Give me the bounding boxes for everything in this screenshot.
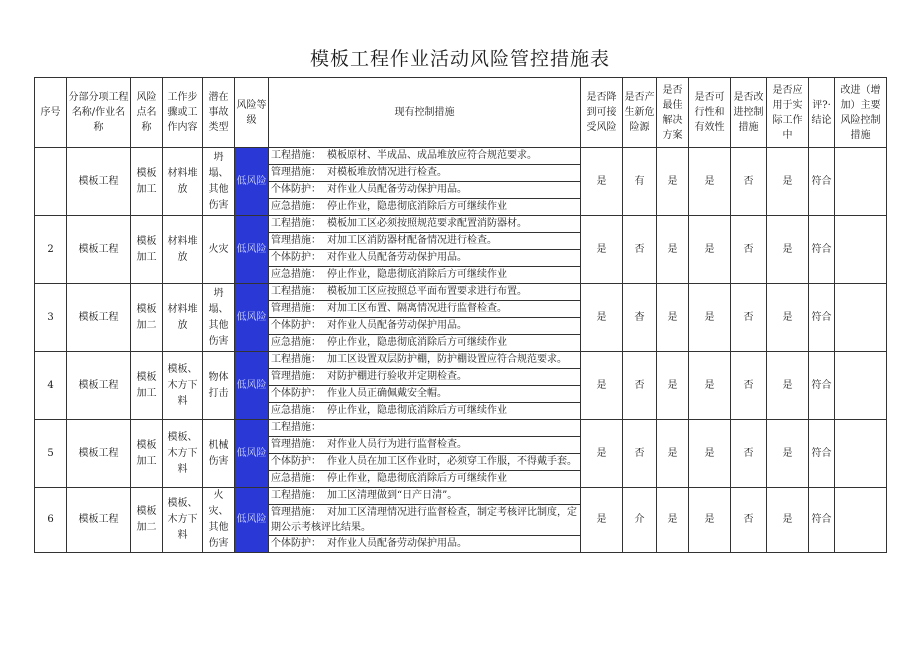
cell-new-hazard: 否	[623, 420, 657, 488]
cell-new-hazard: 有	[623, 148, 657, 216]
table-row	[35, 284, 887, 301]
cell-step: 模板、木方下料	[163, 488, 203, 553]
measure-text: 作业人员正确佩戴安全帽。	[327, 388, 447, 399]
risk-control-table	[34, 77, 887, 553]
measure-type: 应急措施：	[271, 269, 321, 280]
measure-cell	[269, 148, 581, 165]
cell-feasible: 是	[689, 420, 731, 488]
cell-accident: 物体打击	[203, 352, 235, 420]
cell-level: 低风险	[235, 148, 269, 216]
cell-feasible: 是	[689, 148, 731, 216]
cell-acceptable: 是	[581, 284, 623, 352]
measure-cell	[269, 199, 581, 216]
measure-text: 加工区清理做到“日产日清”。	[327, 490, 458, 501]
cell-applied: 是	[767, 216, 809, 284]
cell-best: 是	[657, 216, 689, 284]
measure-cell	[269, 216, 581, 233]
measure-text: 作业人员在加工区作业时，必须穿工作服，不得戴手套。	[327, 456, 577, 467]
measure-cell	[269, 386, 581, 403]
measure-type: 个体防护：	[271, 184, 321, 195]
header-applied: 是否应用于实际工作中	[767, 78, 809, 148]
cell-applied: 是	[767, 284, 809, 352]
cell-level: 低风险	[235, 216, 269, 284]
cell-step: 材料堆放	[163, 216, 203, 284]
measure-type: 应急措施：	[271, 405, 321, 416]
cell-acceptable: 是	[581, 488, 623, 553]
cell-project: 模板工程	[67, 284, 131, 352]
measure-type: 个体防护：	[271, 456, 321, 467]
header-risk-point: 风险点名称	[131, 78, 163, 148]
cell-upgrade	[835, 420, 887, 488]
header-acceptable: 是否降到可接受风险	[581, 78, 623, 148]
cell-project: 模板工程	[67, 420, 131, 488]
cell-upgrade	[835, 216, 887, 284]
measure-cell	[269, 437, 581, 454]
measure-text: 对作业人员行为进行监督检查。	[327, 439, 467, 450]
measure-text: 对模板堆放情况进行检查。	[327, 167, 447, 178]
cell-new-hazard: 否	[623, 216, 657, 284]
cell-new-hazard: 否	[623, 352, 657, 420]
cell-level: 低风险	[235, 284, 269, 352]
measure-type: 管理措施：	[271, 507, 321, 518]
measure-cell	[269, 352, 581, 369]
measure-type: 应急措施：	[271, 337, 321, 348]
measure-text: 对加工区消防器材配备情况进行检查。	[327, 235, 497, 246]
cell-feasible: 是	[689, 284, 731, 352]
page-title: 模板工程作业活动风险管控措施表	[309, 48, 610, 70]
cell-upgrade	[835, 148, 887, 216]
cell-best: 是	[657, 420, 689, 488]
cell-applied: 是	[767, 352, 809, 420]
cell-conclusion: 符合	[809, 148, 835, 216]
cell-improve: 否	[731, 148, 767, 216]
measure-text: 对防护棚进行验收并定期检查。	[327, 371, 467, 382]
cell-seq: 2	[35, 216, 67, 284]
measure-cell	[269, 318, 581, 335]
cell-risk-point: 模板加工	[131, 420, 163, 488]
cell-applied: 是	[767, 148, 809, 216]
cell-feasible: 是	[689, 488, 731, 553]
measure-type: 工程措施：	[271, 150, 321, 161]
measure-type: 管理措施：	[271, 167, 321, 178]
measure-type: 个体防护：	[271, 388, 321, 399]
measure-type: 管理措施：	[271, 439, 321, 450]
table-row	[35, 216, 887, 233]
measure-type: 工程措施：	[271, 286, 321, 297]
table-row	[35, 488, 887, 505]
cell-new-hazard: 杳	[623, 284, 657, 352]
cell-acceptable: 是	[581, 148, 623, 216]
header-accident: 潜在事故类型	[203, 78, 235, 148]
cell-conclusion: 符合	[809, 488, 835, 553]
measure-type: 应急措施：	[271, 473, 321, 484]
measure-text: 停止作业，隐患彻底消除后方可继续作业	[327, 473, 507, 484]
cell-step: 材料堆放	[163, 148, 203, 216]
measure-text: 对作业人员配备劳动保护用品。	[327, 538, 467, 549]
measure-cell	[269, 182, 581, 199]
measure-type: 管理措施：	[271, 303, 321, 314]
header-row	[35, 78, 887, 148]
measure-type: 个体防护：	[271, 538, 321, 549]
measure-type: 工程措施：	[271, 218, 321, 229]
cell-acceptable: 是	[581, 216, 623, 284]
table-row	[35, 148, 887, 165]
cell-upgrade	[835, 488, 887, 553]
cell-accident: 坍塌、其他伤害	[203, 148, 235, 216]
header-conclusion: 评?·结论	[809, 78, 835, 148]
cell-risk-point: 模板加二	[131, 488, 163, 553]
measure-text: 对加工区清理情况进行监督检查，制定考核评比制度，定期公示考核评比结果。	[271, 507, 577, 533]
measure-text: 停止作业，隐患彻底消除后方可继续作业	[327, 337, 507, 348]
header-measures: 现有控制措施	[269, 78, 581, 148]
cell-level: 低风险	[235, 352, 269, 420]
measure-text: 停止作业，隐患彻底消除后方可继续作业	[327, 201, 507, 212]
cell-accident: 机械伤害	[203, 420, 235, 488]
measure-text: 停止作业，隐患彻底消除后方可继续作业	[327, 405, 507, 416]
measure-cell	[269, 267, 581, 284]
measure-cell	[269, 505, 581, 536]
cell-accident: 火灾	[203, 216, 235, 284]
cell-acceptable: 是	[581, 420, 623, 488]
cell-feasible: 是	[689, 352, 731, 420]
header-best: 是否最佳解决方案	[657, 78, 689, 148]
cell-risk-point: 模板加工	[131, 148, 163, 216]
measure-type: 应急措施：	[271, 201, 321, 212]
measure-text: 模板加工区必须按照规范要求配置消防器材。	[327, 218, 527, 229]
cell-new-hazard: 介	[623, 488, 657, 553]
cell-seq: 3	[35, 284, 67, 352]
cell-applied: 是	[767, 488, 809, 553]
header-level: 风险等级	[235, 78, 269, 148]
cell-level: 低风险	[235, 488, 269, 553]
cell-project: 模板工程	[67, 216, 131, 284]
header-feasible: 是否可行性和有效性	[689, 78, 731, 148]
measure-cell	[269, 420, 581, 437]
cell-conclusion: 符合	[809, 420, 835, 488]
cell-step: 模板、木方下料	[163, 352, 203, 420]
measure-type: 个体防护：	[271, 320, 321, 331]
measure-cell	[269, 335, 581, 352]
measure-type: 个体防护：	[271, 252, 321, 263]
measure-cell	[269, 369, 581, 386]
cell-seq: 6	[35, 488, 67, 553]
cell-applied: 是	[767, 420, 809, 488]
cell-best: 是	[657, 352, 689, 420]
cell-project: 模板工程	[67, 148, 131, 216]
header-new-hazard: 是否产生新危险源	[623, 78, 657, 148]
table-row	[35, 420, 887, 437]
measure-cell	[269, 233, 581, 250]
measure-cell	[269, 488, 581, 505]
cell-conclusion: 符合	[809, 284, 835, 352]
measure-text: 停止作业，隐患彻底消除后方可继续作业	[327, 269, 507, 280]
cell-risk-point: 模板加工	[131, 216, 163, 284]
measure-text: 对加工区布置、隔离情况进行监督检查。	[327, 303, 507, 314]
measure-cell	[269, 471, 581, 488]
header-upgrade: 改进（增加）主要风险控制措施	[835, 78, 887, 148]
header-project: 分部分项工程名称/作业名称	[67, 78, 131, 148]
measure-type: 工程措施：	[271, 354, 321, 365]
cell-improve: 否	[731, 488, 767, 553]
cell-seq: 4	[35, 352, 67, 420]
cell-improve: 否	[731, 216, 767, 284]
cell-project: 模板工程	[67, 488, 131, 553]
measure-text: 模板原材、半成品、成品堆放应符合规范要求。	[327, 150, 537, 161]
header-improve: 是否改进控制措施	[731, 78, 767, 148]
measure-cell	[269, 284, 581, 301]
cell-risk-point: 模板加工	[131, 352, 163, 420]
measure-text: 对作业人员配备劳动保护用品。	[327, 320, 467, 331]
measure-cell	[269, 454, 581, 471]
cell-best: 是	[657, 284, 689, 352]
cell-improve: 否	[731, 284, 767, 352]
cell-acceptable: 是	[581, 352, 623, 420]
cell-level: 低风险	[235, 420, 269, 488]
cell-improve: 否	[731, 352, 767, 420]
header-step: 工作步骤或工作内容	[163, 78, 203, 148]
cell-best: 是	[657, 148, 689, 216]
table-row	[35, 352, 887, 369]
measure-text: 对作业人员配备劳动保护用品。	[327, 184, 467, 195]
measure-text: 模板加工区应按照总平面布置要求进行布置。	[327, 286, 527, 297]
table-body	[35, 148, 887, 553]
cell-best: 是	[657, 488, 689, 553]
measure-cell	[269, 165, 581, 182]
cell-seq: 5	[35, 420, 67, 488]
cell-step: 材料堆放	[163, 284, 203, 352]
cell-upgrade	[835, 352, 887, 420]
cell-feasible: 是	[689, 216, 731, 284]
measure-cell	[269, 250, 581, 267]
cell-seq	[35, 148, 67, 216]
cell-project: 模板工程	[67, 352, 131, 420]
measure-type: 管理措施：	[271, 371, 321, 382]
cell-accident: 坍塌、其他伤害	[203, 284, 235, 352]
header-seq: 序号	[35, 78, 67, 148]
measure-text: 对作业人员配备劳动保护用品。	[327, 252, 467, 263]
cell-conclusion: 符合	[809, 352, 835, 420]
measure-type: 工程措施：	[271, 490, 321, 501]
measure-cell	[269, 301, 581, 318]
cell-step: 模板、木方下料	[163, 420, 203, 488]
cell-risk-point: 模板加二	[131, 284, 163, 352]
cell-improve: 否	[731, 420, 767, 488]
measure-type: 管理措施：	[271, 235, 321, 246]
cell-conclusion: 符合	[809, 216, 835, 284]
measure-type: 工程措施：	[271, 422, 321, 433]
measure-text: 加工区设置双层防护棚，防护棚设置应符合规范要求。	[327, 354, 567, 365]
measure-cell	[269, 536, 581, 553]
measure-cell	[269, 403, 581, 420]
cell-upgrade	[835, 284, 887, 352]
cell-accident: 火灾、其他伤害	[203, 488, 235, 553]
